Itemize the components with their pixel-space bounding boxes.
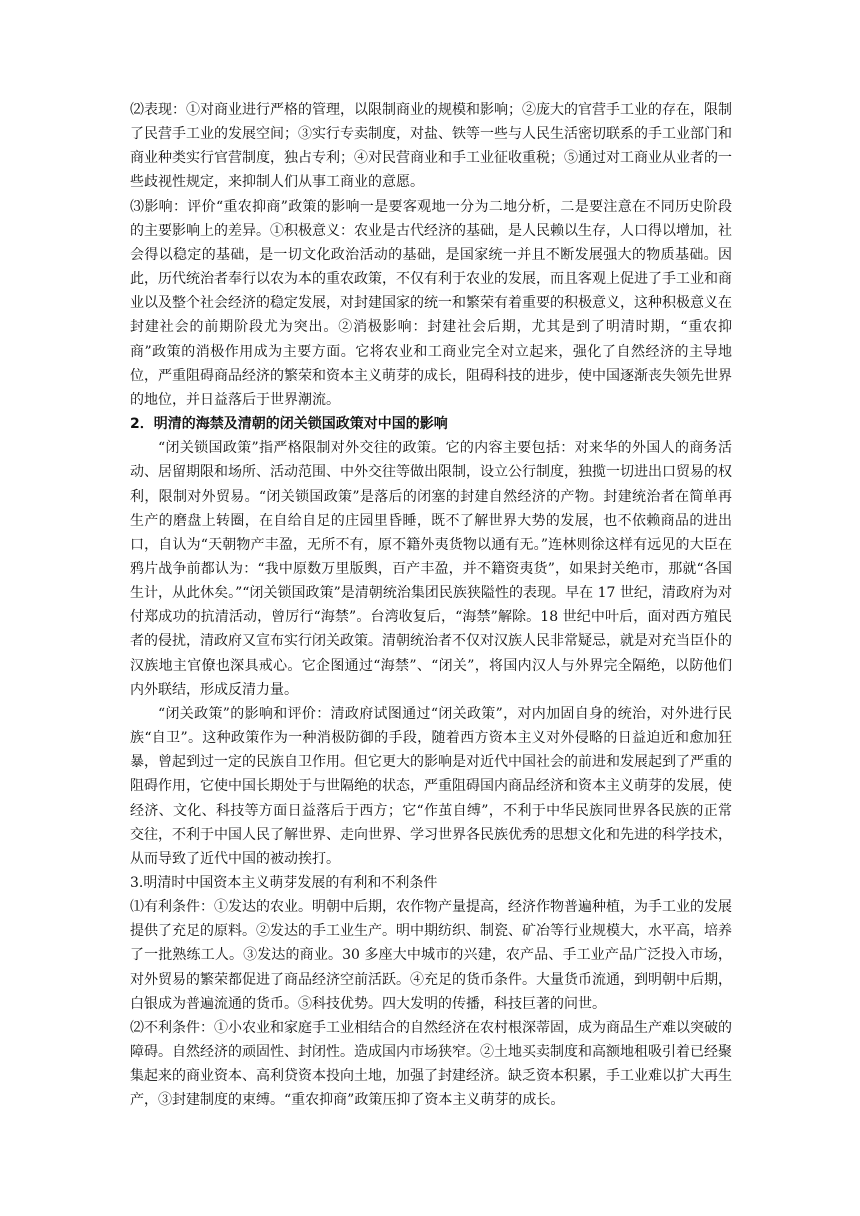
section-heading-3: 3.明清时中国资本主义萌芽发展的有利和不利条件 <box>130 875 438 891</box>
paragraph-unfavorable-conditions: ⑵不利条件：①小农业和家庭手工业相结合的自然经济在农村根深蒂固，成为商品生产难以突破的障碍。自然经济的顽固性、封闭性。造成国内市场狭窄。②土地买卖制度和高额地租吸引着已经聚集起来的商业资本、高利贷资本投向土地，加强了封建经济。缺乏资本积累，手工业难以扩大再生产，③封建制度的束缚。“重农抑商”政策压抑了资本主义萌芽的成长。 <box>130 1019 732 1109</box>
section-heading-2: 2．明清的海禁及清朝的闭关锁国政策对中国的影响 <box>130 416 448 433</box>
paragraph-closed-door-policy: “闭关锁国政策”指严格限制对外交往的政策。它的内容主要包括：对来华的外国人的商务活动、居留期限和场所、活动范围、中外交往等做出限制，设立公行制度，独揽一切进出口贸易的权利，限制对外贸易。“闭关锁国政策”是落后的闭塞的封建自然经济的产物。封建统治者在简单再生产的磨盘上转圈，在自给自足的庄园里昏睡，既不了解世界大势的发展，也不依赖商品的进出口，自认为“天朝物产丰盈，无所不有，原不籍外夷货物以通有无。”连林则徐这样有远见的大臣在鸦片战争前都认为：“我中原数万里版舆，百产丰盈，并不籍资夷货”，如果封关绝市，那就“各国生计，从此休矣。”“闭关锁国政策”是清朝统治集团民族狭隘性的表现。早在 17 世纪，清政府为对付郑成功的抗清活动，曾厉行“海禁”。台湾收复后，“海禁”解除。18 世纪中叶后，面对西方殖民者的侵扰，清政府又宣布实行闭关政策。清朝统治者不仅对汉族人民非常疑忌，就是对充当臣仆的汉族地主官僚也深具戒心。它企图通过“海禁”、“闭关”，将国内汉人与外界完全隔绝，以防他们内外联结，形成反清力量。 <box>130 440 732 698</box>
paragraph-manifestations: ⑵表现：①对商业进行严格的管理，以限制商业的规模和影响；②庞大的官营手工业的存在，限制了民营手工业的发展空间；③实行专卖制度，对盐、铁等一些与人民生活密切联系的手工业部门和商业种类实行官营制度，独占专利；④对民营商业和手工业征收重税；⑤通过对工商业从业者的一些歧视性规定，来抑制人们从事工商业的意愿。 <box>130 102 732 191</box>
document-body <box>130 98 732 1113</box>
paragraph-closed-door-evaluation: “闭关政策”的影响和评价：清政府试图通过“闭关政策”，对内加固自身的统治，对外进行民族“自卫”。这种政策作为一种消极防御的手段，随着西方资本主义对外侵略的日益迫近和愈加狂暴，曾起到过一定的民族自卫作用。但它更大的影响是对近代中国社会的前进和发展起到了严重的阻碍作用，它使中国长期处于与世隔绝的状态，严重阻碍国内商品经济和资本主义萌芽的发展，使经济、文化、科技等方面日益落后于西方；它“作茧自缚”，不利于中华民族同世界各民族的正常交往，不利于中国人民了解世界、走向世界、学习世界各民族优秀的思想文化和先进的科学技术，从而导致了近代中国的被动挨打。 <box>130 705 732 867</box>
paragraph-favorable-conditions: ⑴有利条件：①发达的农业。明朝中后期，农作物产量提高，经济作物普遍种植，为手工业的发展提供了充足的原料。②发达的手工业生产。明中期纺织、制瓷、矿冶等行业规模大，水平高，培养了一批熟练工人。③发达的商业。30 多座大中城市的兴建，农产品、手工业产品广泛投入市场，对外贸易的繁荣都促进了商品经济空前活跃。④充足的货币条件。大量货币流通，到明朝中后期，白银成为普遍流通的货币。⑤科技优势。四大发明的传播，科技巨著的问世。 <box>130 899 732 1012</box>
paragraph-influence: ⑶影响：评价“重农抑商”政策的影响一是要客观地一分为二地分析，二是要注意在不同历史阶段的主要影响上的差异。①积极意义：农业是古代经济的基础，是人民赖以生存，人口得以增加，社会得以稳定的基础，是一切文化政治活动的基础，是国家统一并且不断发展强大的物质基础。因此，历代统治者奉行以农为本的重农政策，不仅有利于农业的发展，而且客观上促进了手工业和商业以及整个社会经济的稳定发展，对封建国家的统一和繁荣有着重要的积极意义，这种积极意义在封建社会的前期阶段尤为突出。②消极影响：封建社会后期，尤其是到了明清时期，“重农抑商”政策的消极作用成为主要方面。它将农业和工商业完全对立起来，强化了自然经济的主导地位，严重阻碍商品经济的繁荣和资本主义萌芽的成长，阻碍科技的进步，使中国逐渐丧失领先世界的地位，并日益落后于世界潮流。 <box>130 198 732 408</box>
